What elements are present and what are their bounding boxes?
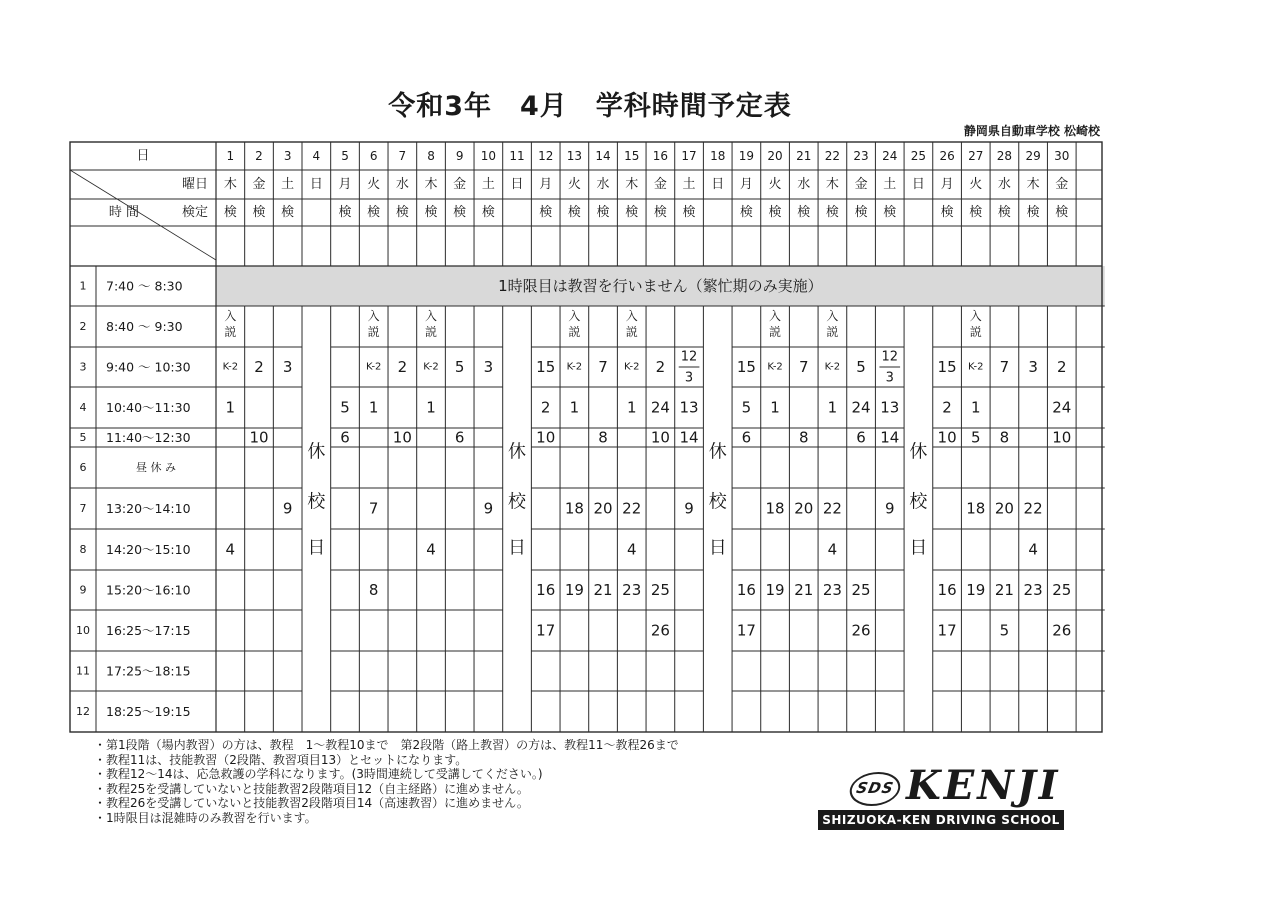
lesson-number: 18 [564, 499, 584, 518]
lesson-number: 7 [598, 358, 608, 376]
inspection-mark: 検 [367, 205, 381, 220]
logo-name: KENJI [906, 762, 1061, 809]
day-number: 5 [341, 149, 349, 163]
day-number: 14 [595, 149, 611, 163]
lesson-number: 3 [885, 370, 894, 386]
inspection-mark: 検 [969, 205, 983, 220]
notes-list [94, 738, 679, 826]
entry-briefing-mark: 説 [568, 325, 581, 339]
note-item: ・第1段階（場内教習）の方は、教程 1～教程10まで 第2段階（路上教習）の方は、教程11～教程26まで [94, 738, 679, 752]
weekday-label: 日 [911, 177, 925, 192]
lesson-number: 21 [593, 581, 613, 599]
period-number: 8 [79, 543, 87, 556]
entry-briefing-mark: 説 [367, 325, 380, 339]
lesson-number: 8 [999, 428, 1010, 447]
lesson-number: 22 [622, 499, 642, 518]
weekday-label: 金 [252, 177, 266, 192]
lesson-number: 1 [970, 398, 981, 417]
holiday-label: 休 [508, 441, 527, 463]
lesson-number: 3 [1028, 358, 1038, 376]
lesson-number: 3 [483, 358, 494, 376]
inspection-mark: 検 [481, 205, 495, 220]
lesson-code: K-2 [623, 361, 640, 373]
lesson-number: 2 [655, 358, 666, 376]
entry-briefing-mark: 説 [224, 325, 237, 339]
weekday-label: 火 [567, 177, 581, 192]
lesson-number: 2 [942, 398, 952, 417]
holiday-label: 校 [909, 491, 928, 513]
lesson-code: K-2 [365, 361, 382, 373]
entry-briefing-mark: 入 [826, 309, 839, 323]
lesson-number: 14 [880, 428, 900, 447]
logo-subtitle: SHIZUOKA-KEN DRIVING SCHOOL [818, 810, 1064, 830]
lesson-number: 24 [650, 398, 670, 417]
holiday-label: 校 [708, 491, 727, 513]
day-number: 10 [480, 149, 497, 163]
weekday-label: 木 [424, 177, 438, 192]
lesson-number: 15 [937, 358, 957, 376]
lesson-code: K-2 [423, 361, 439, 373]
holiday-label: 休 [708, 441, 727, 463]
lunch-break-label: 昼 休 み [136, 461, 176, 474]
lesson-number: 5 [340, 398, 350, 417]
day-number: 22 [824, 149, 841, 163]
day-number: 6 [369, 149, 378, 163]
lesson-number: 1 [626, 398, 637, 417]
lesson-number: 3 [684, 370, 694, 386]
inspection-mark: 検 [453, 205, 467, 220]
entry-briefing-mark: 入 [568, 309, 581, 323]
time-header-label: 時 間 [108, 205, 140, 220]
lesson-number: 20 [994, 499, 1014, 518]
inspection-mark: 検 [223, 205, 237, 220]
weekday-label: 土 [281, 177, 295, 192]
lesson-number: 24 [1052, 398, 1072, 417]
lesson-number: 22 [1023, 499, 1043, 518]
inspection-mark: 検 [940, 205, 954, 220]
lesson-number: 26 [650, 621, 670, 640]
lesson-number: 1 [770, 398, 780, 417]
lesson-number: 17 [736, 621, 756, 640]
weekday-label: 月 [739, 177, 753, 192]
lesson-number: 4 [426, 540, 436, 559]
weekday-label: 月 [338, 177, 352, 192]
lesson-number: 1 [368, 398, 379, 417]
day-number: 1 [226, 149, 235, 163]
lesson-number: 14 [679, 428, 699, 447]
lesson-number: 5 [741, 398, 752, 417]
inspection-mark: 検 [424, 205, 438, 220]
school-name: 静岡県自動車学校 松崎校 [963, 124, 1100, 138]
inspection-mark: 検 [854, 205, 868, 220]
inspection-mark: 検 [797, 205, 811, 220]
lesson-number: 1 [569, 398, 580, 417]
entry-briefing-mark: 説 [969, 325, 982, 339]
inspection-mark: 検 [281, 205, 295, 220]
day-number: 19 [738, 149, 755, 163]
weekday-label: 木 [223, 177, 237, 192]
lesson-number: 12 [680, 349, 698, 365]
entry-briefing-mark: 説 [425, 325, 438, 339]
lesson-number: 10 [392, 428, 412, 447]
entry-briefing-mark: 入 [224, 309, 237, 323]
lesson-number: 18 [966, 499, 986, 518]
lesson-number: 23 [1023, 581, 1043, 599]
lesson-number: 15 [736, 358, 756, 376]
lesson-number: 10 [650, 428, 670, 447]
holiday-label: 休 [909, 441, 928, 463]
day-header-label: 日 [136, 148, 150, 164]
period-time: 10:40～11:30 [106, 400, 191, 415]
weekday-label: 月 [940, 177, 954, 192]
lesson-number: 24 [851, 398, 871, 417]
lesson-number: 9 [884, 499, 895, 518]
weekday-label: 木 [1026, 177, 1040, 192]
period-time: 11:40～12:30 [106, 430, 191, 445]
day-number: 23 [853, 149, 869, 163]
inspection-mark: 検 [625, 205, 639, 220]
entry-briefing-mark: 入 [769, 309, 782, 323]
day-number: 8 [427, 149, 435, 163]
weekday-label: 木 [625, 177, 639, 192]
day-number: 20 [767, 149, 783, 163]
period-number: 1 [79, 279, 87, 293]
holiday-label: 日 [909, 537, 928, 559]
weekday-label: 金 [653, 177, 667, 192]
lesson-number: 10 [249, 428, 269, 447]
lesson-number: 5 [454, 358, 465, 376]
period-time: 7:40 ～ 8:30 [106, 278, 183, 294]
lesson-code: K-2 [824, 361, 841, 373]
note-item: ・教程11は、技能教習（2段階、教習項目13）とセットになります。 [94, 752, 468, 767]
lesson-number: 6 [741, 428, 752, 447]
note-item: ・教程25を受講していないと技能教習2段階項目12（自主経路）に進めません。 [94, 781, 529, 796]
weekday-header-label: 曜日 [181, 177, 208, 192]
day-number: 3 [283, 149, 292, 163]
day-number: 2 [255, 149, 263, 163]
lesson-number: 25 [1052, 581, 1072, 599]
lesson-number: 4 [225, 540, 236, 559]
note-item: ・教程12～14は、応急救護の学科になります。(3時間連続して受講してください。) [94, 767, 543, 782]
lesson-number: 21 [994, 581, 1014, 599]
lesson-number: 8 [598, 428, 608, 447]
inspection-mark: 検 [596, 205, 610, 220]
lesson-number: 2 [1056, 358, 1067, 376]
lesson-number: 18 [765, 499, 785, 518]
school-logo [818, 764, 1068, 832]
weekday-label: 火 [969, 177, 983, 192]
lesson-number: 17 [937, 621, 957, 640]
inspection-mark: 検 [1026, 205, 1040, 220]
lesson-number: 10 [937, 428, 957, 447]
day-number: 26 [939, 149, 955, 163]
lesson-number: 17 [536, 621, 556, 640]
lesson-number: 21 [794, 581, 814, 599]
lesson-number: 3 [282, 358, 293, 376]
inspection-mark: 検 [1055, 205, 1069, 220]
lesson-number: 6 [454, 428, 465, 447]
period-time: 8:40 ～ 9:30 [106, 319, 183, 334]
lesson-number: 4 [1028, 540, 1038, 559]
day-number: 7 [398, 149, 407, 163]
day-number: 4 [312, 149, 321, 163]
inspection-mark: 検 [653, 205, 667, 220]
weekday-label: 水 [395, 177, 409, 192]
period-number: 7 [79, 502, 87, 515]
lesson-number: 10 [536, 428, 556, 447]
lesson-number: 1 [225, 398, 236, 417]
lesson-number: 1 [827, 398, 838, 417]
lesson-number: 7 [798, 358, 809, 376]
entry-briefing-mark: 説 [625, 325, 638, 339]
lesson-number: 19 [765, 581, 785, 599]
day-number: 24 [882, 149, 898, 163]
lesson-number: 26 [851, 621, 871, 640]
lesson-number: 26 [1052, 621, 1072, 640]
weekday-label: 水 [797, 177, 811, 192]
weekday-label: 木 [825, 177, 839, 192]
lesson-number: 6 [856, 428, 866, 447]
weekday-label: 日 [309, 177, 323, 192]
day-number: 28 [996, 149, 1013, 163]
period-time: 17:25～18:15 [106, 663, 191, 679]
period-number: 2 [79, 320, 87, 333]
period-number: 5 [79, 431, 87, 444]
lesson-number: 13 [679, 398, 699, 417]
weekday-label: 火 [768, 177, 782, 192]
note-item: ・1時限目は混雑時のみ教習を行います。 [94, 810, 317, 825]
lesson-number: 5 [970, 428, 981, 447]
lesson-number: 25 [650, 581, 670, 599]
period-number: 4 [79, 401, 87, 414]
lesson-number: 16 [736, 581, 756, 599]
inspection-mark: 検 [739, 205, 753, 220]
lesson-number: 8 [368, 581, 379, 599]
logo-badge: SDS [846, 772, 903, 806]
lesson-number: 2 [540, 398, 551, 417]
day-number: 17 [681, 149, 697, 163]
day-number: 13 [566, 149, 583, 163]
weekday-label: 土 [883, 177, 897, 192]
weekday-label: 金 [1055, 177, 1069, 192]
period-number: 10 [76, 624, 90, 637]
lesson-number: 7 [368, 499, 379, 518]
lesson-number: 1 [426, 398, 436, 417]
inspection-header-label: 検定 [181, 205, 208, 220]
inspection-mark: 検 [883, 205, 897, 220]
entry-briefing-mark: 説 [769, 325, 782, 339]
weekday-label: 日 [711, 177, 725, 192]
period-number: 9 [79, 583, 87, 597]
lesson-number: 9 [282, 499, 293, 518]
lesson-number: 16 [937, 581, 957, 599]
weekday-label: 火 [367, 177, 381, 192]
inspection-mark: 検 [395, 205, 409, 220]
lesson-number: 20 [593, 499, 613, 518]
day-number: 9 [455, 149, 464, 163]
weekday-label: 日 [510, 177, 524, 192]
lesson-number: 22 [822, 499, 842, 518]
weekday-label: 水 [997, 177, 1011, 192]
period-number: 12 [76, 705, 90, 718]
entry-briefing-mark: 入 [425, 309, 438, 323]
lesson-number: 4 [626, 540, 637, 559]
lesson-number: 25 [851, 581, 871, 599]
inspection-mark: 検 [567, 205, 581, 220]
period-time: 9:40 ～ 10:30 [106, 359, 191, 375]
weekday-label: 土 [481, 177, 495, 192]
lesson-number: 8 [798, 428, 809, 447]
holiday-label: 日 [508, 537, 527, 559]
period1-notice: 1時限目は教習を行いません（繁忙期のみ実施） [498, 277, 823, 295]
lesson-number: 19 [564, 581, 584, 599]
lesson-number: 10 [1052, 428, 1072, 447]
lesson-number: 19 [966, 581, 986, 599]
day-number: 29 [1025, 149, 1041, 163]
inspection-mark: 検 [682, 205, 696, 220]
lesson-number: 15 [536, 358, 556, 376]
period-number: 6 [79, 461, 87, 474]
holiday-label: 休 [307, 441, 326, 463]
lesson-code: K-2 [222, 361, 239, 373]
period-number: 3 [79, 360, 87, 374]
lesson-number: 6 [340, 428, 350, 447]
lesson-number: 9 [684, 499, 694, 518]
inspection-mark: 検 [338, 205, 352, 220]
day-number: 27 [968, 149, 984, 163]
entry-briefing-mark: 入 [969, 309, 982, 323]
lesson-number: 5 [856, 358, 866, 376]
holiday-label: 日 [307, 537, 326, 559]
lesson-number: 12 [881, 349, 899, 365]
entry-briefing-mark: 入 [367, 309, 380, 323]
inspection-mark: 検 [825, 205, 839, 220]
weekday-label: 月 [539, 177, 553, 192]
day-number: 16 [652, 149, 669, 163]
lesson-number: 16 [536, 581, 556, 599]
day-number: 25 [910, 149, 927, 163]
inspection-mark: 検 [997, 205, 1011, 220]
period-time: 13:20～14:10 [106, 501, 191, 516]
holiday-label: 校 [508, 491, 527, 513]
day-number: 12 [538, 149, 554, 163]
lesson-number: 9 [483, 499, 494, 518]
page-title: 令和3年 4月 学科時間予定表 [388, 91, 792, 122]
lesson-number: 23 [622, 581, 642, 599]
holiday-label: 日 [708, 537, 727, 559]
inspection-mark: 検 [252, 205, 266, 220]
period-time: 16:25～17:15 [106, 623, 191, 638]
holiday-label: 校 [307, 491, 326, 513]
inspection-mark: 検 [539, 205, 553, 220]
lesson-number: 5 [999, 621, 1010, 640]
period-number: 11 [76, 664, 90, 678]
lesson-number: 7 [999, 358, 1010, 376]
lesson-number: 2 [397, 358, 408, 376]
lesson-number: 20 [794, 499, 814, 518]
lesson-number: 2 [254, 358, 264, 376]
day-number: 15 [624, 149, 640, 163]
period-time: 18:25～19:15 [106, 704, 191, 719]
weekday-label: 金 [854, 177, 868, 192]
inspection-mark: 検 [768, 205, 782, 220]
weekday-label: 金 [453, 177, 467, 192]
note-item: ・教程26を受講していないと技能教習2段階項目14（高速教習）に進めません。 [94, 796, 529, 811]
period-time: 15:20～16:10 [106, 582, 191, 598]
day-number: 30 [1054, 149, 1070, 163]
day-number: 18 [710, 149, 726, 163]
weekday-label: 土 [682, 177, 696, 192]
entry-briefing-mark: 説 [826, 325, 839, 339]
lesson-number: 23 [822, 581, 842, 599]
lesson-code: K-2 [968, 361, 984, 373]
day-number: 11 [509, 149, 525, 163]
lesson-number: 4 [827, 540, 838, 559]
lesson-code: K-2 [767, 361, 783, 373]
day-number: 21 [796, 149, 812, 163]
weekday-label: 水 [596, 177, 610, 192]
entry-briefing-mark: 入 [625, 309, 638, 323]
lesson-code: K-2 [566, 361, 583, 373]
lesson-number: 13 [880, 398, 900, 417]
period-time: 14:20～15:10 [106, 542, 191, 557]
